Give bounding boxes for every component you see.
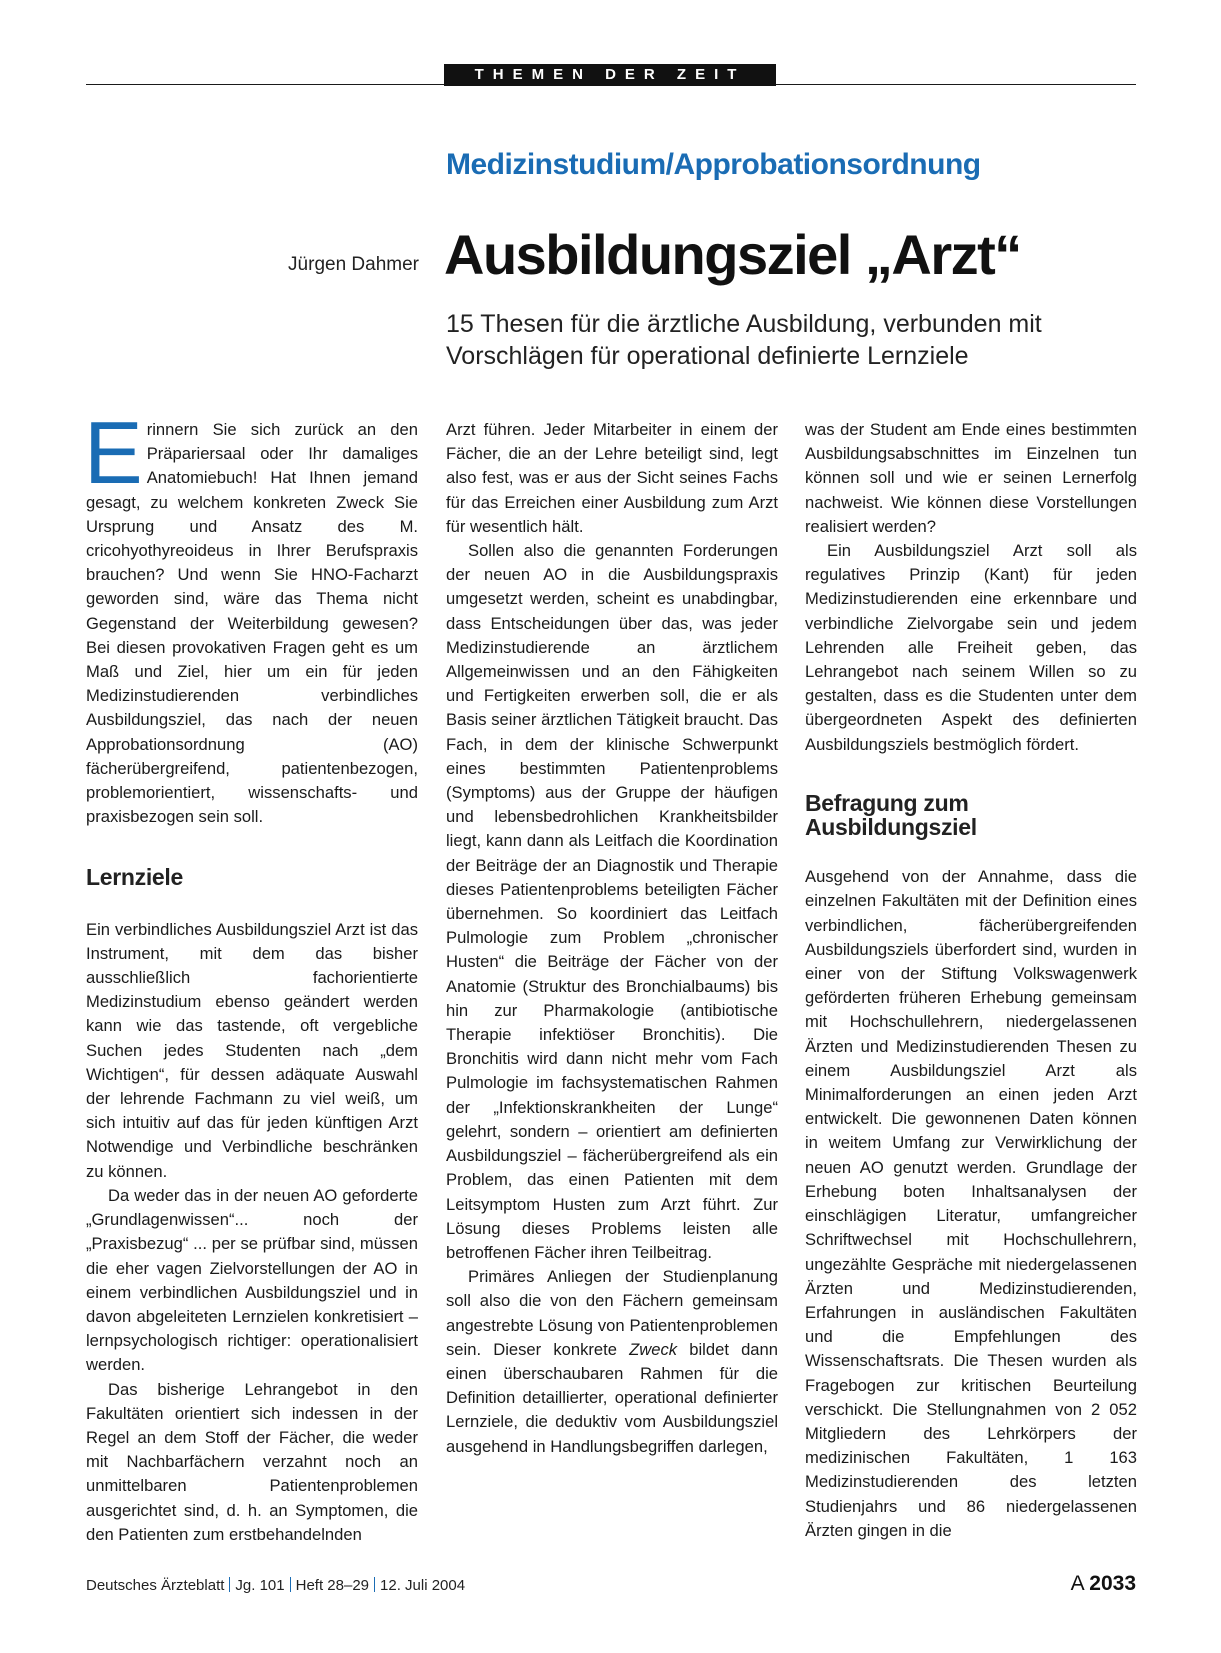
separator xyxy=(374,1577,375,1592)
paragraph: was der Student am Ende eines bestimmten Ausbildungsabschnittes im Einzelnen tun können soll und wie er seinen Lernerfolg nachweist. Wie können diese Vorstellungen realisiert werden? xyxy=(805,420,1137,536)
paragraph: Da weder das in der neuen AO geforderte „Grundlagenwissen“... noch der „Praxisbezug“ ... per se prüfbar sind, müssen die eher vagen Zielvorstellungen der AO in einem verbindlichen Ausbildungsziel und in davon abgeleiteten Lernzielen konkretisiert – lernpsychologisch richtiger: operationalisiert werden. xyxy=(86,1185,418,1375)
text-column-2 xyxy=(446,418,778,1459)
issue-date: 12. Juli 2004 xyxy=(380,1577,466,1594)
paragraph: Das bisherige Lehrangebot in den Fakultäten orientiert sich indessen in der Regel an dem Stoff der Fächer, die weder mit Nachbarfächern verzahnt noch an unmittelbaren Patientenproblemen ausgerichtet sind, d. h. an Symptomen, die den Patienten zum erstbehandelnden xyxy=(86,1379,418,1544)
article-title: Ausbildungsziel „Arzt“ xyxy=(444,223,1021,286)
section-label: THEMEN DER ZEIT xyxy=(444,64,776,86)
paragraph-text: Primäres Anliegen der Studienplanung soll also die von den Fächern gemeinsam angestrebte Lösung von Patientenproblemen sein. Dieser konkrete xyxy=(446,1267,778,1359)
article-kicker: Medizinstudium/Approbationsordnung xyxy=(446,148,981,181)
separator xyxy=(229,1577,230,1592)
paragraph: Sollen also die genannten Forderungen der neuen AO in die Ausbildungspraxis umgesetzt werden, scheint es unabdingbar, dass Entscheidungen über das, was jeder Medizinstudierende an ärztlichem Allgemeinwissen und an den Fähigkeiten und Fertigkeiten erwerben soll, die er als Basis seiner ärztlichen Tätigkeit braucht. Das Fach, in dem der klinische Schwerpunkt eines bestimmten Patientenproblems (Symptoms) aus der Gruppe der häufigen und lebensbedrohlichen Krankheitsbilder liegt, kann dann als Leitfach die Koordination der Beiträge der an Diagnostik und Therapie dieses Patientenproblems beteiligten Fächer übernehmen. So koordiniert das Leitfach Pulmologie zum Problem „chronischer Husten“ die Beiträge der Fächer von der Anatomie (Struktur des Bronchialbaums) bis hin zur Pharmakologie (antibiotische Therapie infektiöser Bronchitis). Die Bronchitis wird dann nicht mehr vom Fach Pulmologie im fachsystematischen Rahmen der „Infektionskrankheiten der Lunge“ gelehrt, sondern – orientiert am definierten Ausbildungsziel – fächerübergreifend als ein Problem, das einen Patienten mit dem Leitsymptom Husten zum Arzt führt. Zur Lösung dieses Problems leisten alle betroffenen Fächer ihren Teilbeitrag. xyxy=(446,541,778,1262)
paragraph: Ausgehend von der Annahme, dass die einzelnen Fakultäten mit der Definition eines verbindlichen, fächerübergreifenden Ausbildungsziels überfordert sind, wurden in einer von der Stiftung Volkswagenwerk geförderten früheren Erhebung gemeinsam mit Hochschullehrern, niedergelassenen Ärzten und Medizinstudierenden Thesen zu einem Ausbildungsziel Arzt als Minimalforderungen an einen jeden Arzt entwickelt. Die gewonnenen Daten können in weitem Umfang zur Verwirklichung der neuen AO genutzt werden. Grundlage der Erhebung boten Inhaltsanalysen der einschlägigen Literatur, umfangreicher Schriftwechsel mit Hochschullehrern, ungezählte Gespräche mit niedergelassenen Ärzten und Medizinstudierenden, Erfahrungen in ausländischen Fakultäten und die Empfehlungen des Wissenschaftsrats. Die Thesen wurden als Fragebogen zur kritischen Beurteilung verschickt. Die Stellungnahmen von 2 052 Mitgliedern des Lehrkörpers der medizinischen Fakultäten, 1 163 Medizinstudierenden des letzten Studienjahrs und 86 niedergelassenen Ärzten gingen in die xyxy=(805,867,1137,1540)
journal-name: Deutsches Ärzteblatt xyxy=(86,1577,225,1594)
article-author: Jürgen Dahmer xyxy=(288,254,419,275)
text-column-3 xyxy=(805,418,1137,1543)
paragraph: Arzt führen. Jeder Mitarbeiter in einem der Fächer, die an der Lehre beteiligt sind, legt also fest, was er aus der Sicht seines Fachs für das Erreichen einer Ausbildung zum Arzt für wesentlich hält. xyxy=(446,420,778,536)
separator xyxy=(290,1577,291,1592)
intro-paragraph xyxy=(84,403,418,829)
text-column-1 xyxy=(84,403,418,1547)
paragraph: Ein verbindliches Ausbildungsziel Arzt ist das Instrument, mit dem das bisher ausschließlich fachorientierte Medizinstudium ebenso geändert werden kann wie das tastende, oft vergebliche Suchen jedes Studenten nach „dem Wichtigen“, für dessen adäquate Auswahl der lehrende Fachmann zu viel weiß, um sich intuitiv auf das für jeden künftigen Arzt Notwendige und Verbindliche beschränken zu können. xyxy=(86,919,418,1181)
paragraph xyxy=(446,1265,778,1459)
intro-text: rinnern Sie sich zurück an den Präpariersaal oder Ihr damaliges Anatomiebuch! Hat Ihnen jemand gesagt, zu welchem konkreten Zweck Sie Ursprung und Ansatz des M. cricohyothyreoideus in Ihrer Berufspraxis brauchen? Und wenn Sie HNO-Facharzt geworden sind, wäre das Thema nicht Gegenstand der Weiterbildung gewesen? Bei diesen provokativen Fragen geht es um Maß und Ziel, hier um ein für jeden Medizinstudierenden verbindliches Ausbildungsziel, das nach der neuen Approbationsordnung (AO) fächerübergreifend, patientenbezogen, problemorientiert, wissenschafts- und praxisbezogen sein soll. xyxy=(86,420,418,827)
page-number xyxy=(1071,1572,1136,1596)
heading-lernziele: Lernziele xyxy=(86,864,184,891)
page-prefix: A xyxy=(1070,1572,1084,1595)
paragraph: Ein Ausbildungsziel Arzt soll als regulatives Prinzip (Kant) für jeden Medizinstudierenden eine erkennbare und verbindliche Zielvorgabe sein und jedem Lehrenden alle Freiheit geben, das Lehrangebot nach seinem Willen so zu gestalten, dass es die Studenten unter dem übergeordneten Aspekt des definierten Ausbildungsziels bestmöglich fördert. xyxy=(805,541,1137,754)
article-subtitle: 15 Thesen für die ärztliche Ausbildung, verbunden mit Vorschlägen für operational definierte Lernziele xyxy=(446,310,1042,370)
emphasis-zweck: Zweck xyxy=(629,1339,678,1359)
volume: Jg. 101 xyxy=(235,1577,285,1594)
issue: Heft 28–29 xyxy=(295,1577,370,1594)
paragraph-text: bildet dann einen überschaubaren Rahmen für die Definition detaillierter, operational definierter Lernziele, die deduktiv vom Ausbildungsziel ausgehend in Handlungsbegriffen darlegen, xyxy=(446,1339,778,1456)
page-number-value: 2033 xyxy=(1089,1572,1136,1595)
drop-cap: E xyxy=(84,403,143,502)
heading-befragung: Befragung zum Ausbildungsziel xyxy=(805,789,977,841)
footer-citation xyxy=(86,1577,465,1594)
